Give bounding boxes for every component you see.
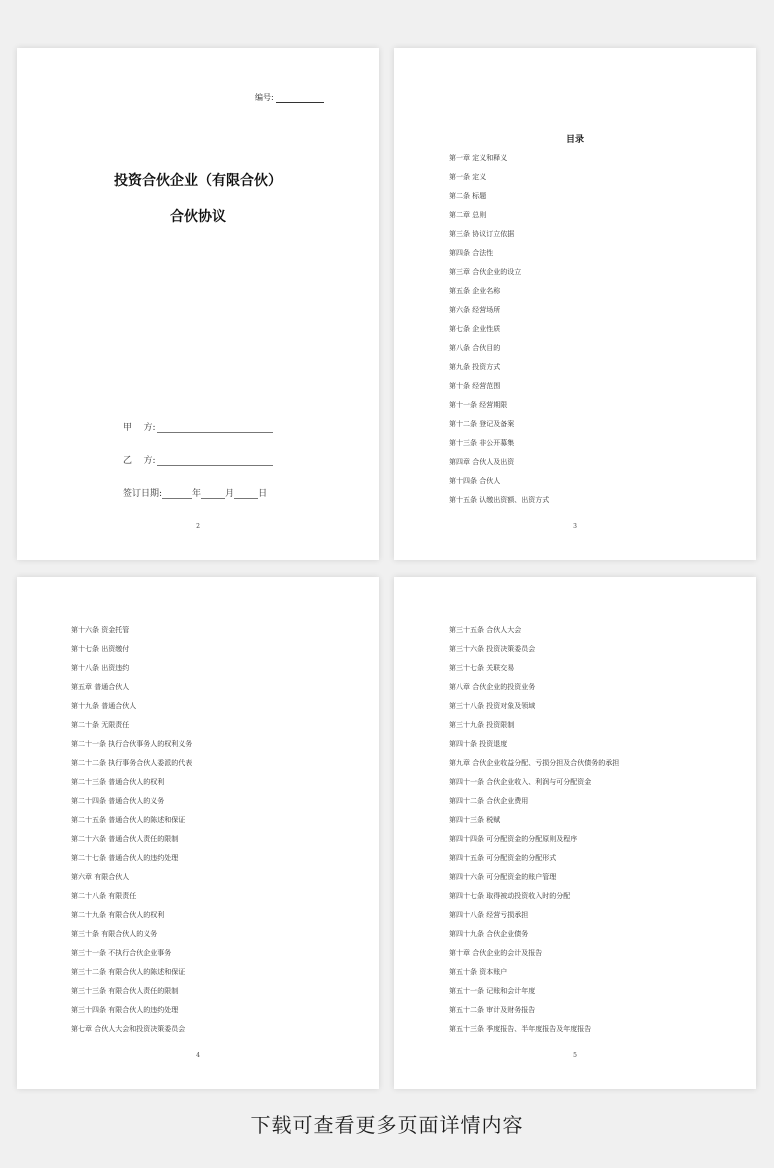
toc-item: 第三十条 有限合伙人的义务 (71, 930, 158, 938)
toc-item: 第二十六条 普通合伙人责任的限制 (71, 835, 179, 843)
page-number: 2 (196, 523, 200, 530)
toc-list (449, 626, 619, 1044)
page-number: 3 (573, 523, 577, 530)
toc-item: 第四条 合法性 (449, 249, 494, 257)
toc-item: 第十八条 出资违约 (71, 664, 130, 672)
toc-item: 第六条 经营场所 (449, 306, 501, 314)
party-a-blank (157, 423, 273, 433)
toc-item: 第二十八条 有限责任 (71, 892, 137, 900)
page-number: 4 (196, 1052, 200, 1059)
page-number: 5 (573, 1052, 577, 1059)
toc-item: 第二十九条 有限合伙人的权利 (71, 911, 165, 919)
month-blank (201, 489, 225, 499)
sign-date-label: 签订日期: (123, 489, 163, 499)
toc-item: 第二十四条 普通合伙人的义务 (71, 797, 165, 805)
toc-item: 第一章 定义和释义 (449, 154, 508, 162)
toc-item: 第四十一条 合伙企业收入、利润与可分配资金 (449, 778, 592, 786)
toc-item: 第二十条 无限责任 (71, 721, 130, 729)
toc-page (394, 48, 756, 560)
toc-item: 第二十三条 普通合伙人的权利 (71, 778, 165, 786)
toc-item: 第十三条 非公开募集 (449, 439, 515, 447)
toc-page-continued-1 (17, 577, 379, 1089)
toc-item: 第三十八条 投资对象及领域 (449, 702, 536, 710)
party-b-label: 乙 方: (123, 456, 156, 466)
toc-item: 第九章 合伙企业收益分配、亏损分担及合伙债务的承担 (449, 759, 620, 767)
toc-item: 第十六条 资金托管 (71, 626, 130, 634)
document-subtitle: 合伙协议 (170, 209, 226, 225)
toc-item: 第六章 有限合伙人 (71, 873, 130, 881)
toc-item: 第四十二条 合伙企业费用 (449, 797, 529, 805)
toc-item: 第三十四条 有限合伙人的违约处理 (71, 1006, 179, 1014)
toc-item: 第三十七条 关联交易 (449, 664, 515, 672)
toc-item: 第五章 普通合伙人 (71, 683, 130, 691)
cover-page (17, 48, 379, 560)
party-b-field (123, 453, 273, 466)
toc-item: 第四十七条 取得被动投资收入时的分配 (449, 892, 571, 900)
toc-item: 第五十二条 审计及财务报告 (449, 1006, 536, 1014)
toc-heading: 目录 (565, 135, 584, 145)
toc-item: 第三十九条 投资限制 (449, 721, 515, 729)
toc-item: 第四十五条 可分配资金的分配形式 (449, 854, 557, 862)
toc-item: 第十五条 认缴出资额、出资方式 (449, 496, 550, 504)
toc-item: 第五条 企业名称 (449, 287, 501, 295)
toc-item: 第四十八条 经营亏损承担 (449, 911, 529, 919)
toc-item: 第七条 企业性质 (449, 325, 501, 333)
toc-item: 第四章 合伙人及出资 (449, 458, 515, 466)
toc-item: 第三十二条 有限合伙人的陈述和保证 (71, 968, 186, 976)
toc-item: 第八章 合伙企业的投资业务 (449, 683, 536, 691)
download-prompt[interactable]: 下载可查看更多页面详情内容 (250, 1113, 524, 1137)
toc-item: 第十章 合伙企业的会计及报告 (449, 949, 543, 957)
toc-item: 第四十九条 合伙企业债务 (449, 930, 529, 938)
toc-item: 第七章 合伙人大会和投资决策委员会 (71, 1025, 186, 1033)
toc-item: 第二十一条 执行合伙事务人的权利义务 (71, 740, 193, 748)
toc-item: 第四十三条 税赋 (449, 816, 501, 824)
party-b-blank (157, 456, 273, 466)
toc-item: 第三条 协议订立依据 (449, 230, 515, 238)
toc-item: 第十一条 经营期限 (449, 401, 508, 409)
toc-item: 第三十一条 不执行合伙企业事务 (71, 949, 172, 957)
toc-item: 第三章 合伙企业的设立 (449, 268, 522, 276)
toc-list (449, 154, 549, 515)
toc-item: 第一条 定义 (449, 173, 487, 181)
toc-item: 第三十五条 合伙人大会 (449, 626, 522, 634)
toc-item: 第八条 合伙目的 (449, 344, 501, 352)
toc-item: 第五十一条 记账和会计年度 (449, 987, 536, 995)
toc-item: 第二条 标题 (449, 192, 487, 200)
toc-item: 第二十五条 普通合伙人的陈述和保证 (71, 816, 186, 824)
party-a-label: 甲 方: (123, 423, 156, 433)
toc-item: 第二十七条 普通合伙人的违约处理 (71, 854, 179, 862)
sign-date-field (123, 486, 267, 499)
toc-item: 第十二条 登记及备案 (449, 420, 515, 428)
toc-item: 第五十三条 季度报告、半年度报告及年度报告 (449, 1025, 592, 1033)
toc-item: 第二十二条 执行事务合伙人委派的代表 (71, 759, 193, 767)
toc-page-continued-2 (394, 577, 756, 1089)
toc-item: 第四十条 投资退度 (449, 740, 508, 748)
day-label: 日 (258, 489, 268, 499)
year-label: 年 (192, 489, 202, 499)
toc-item: 第十九条 普通合伙人 (71, 702, 137, 710)
serial-number-field (255, 92, 324, 103)
toc-item: 第十七条 出资缴付 (71, 645, 130, 653)
serial-number-blank (276, 94, 324, 103)
serial-number-label: 编号: (255, 93, 274, 102)
toc-item: 第二章 总则 (449, 211, 487, 219)
toc-item: 第十四条 合伙人 (449, 477, 501, 485)
toc-item: 第五十条 资本账户 (449, 968, 508, 976)
party-a-field (123, 420, 273, 433)
document-title: 投资合伙企业（有限合伙） (114, 173, 282, 189)
toc-item: 第三十三条 有限合伙人责任的限制 (71, 987, 179, 995)
year-blank (162, 489, 192, 499)
toc-item: 第四十四条 可分配资金的分配原则及程序 (449, 835, 578, 843)
toc-item: 第九条 投资方式 (449, 363, 501, 371)
toc-item: 第四十六条 可分配资金的账户管理 (449, 873, 557, 881)
toc-list (71, 626, 192, 1044)
toc-item: 第十条 经营范围 (449, 382, 501, 390)
month-label: 月 (225, 489, 235, 499)
toc-item: 第三十六条 投资决策委员会 (449, 645, 536, 653)
day-blank (234, 489, 258, 499)
